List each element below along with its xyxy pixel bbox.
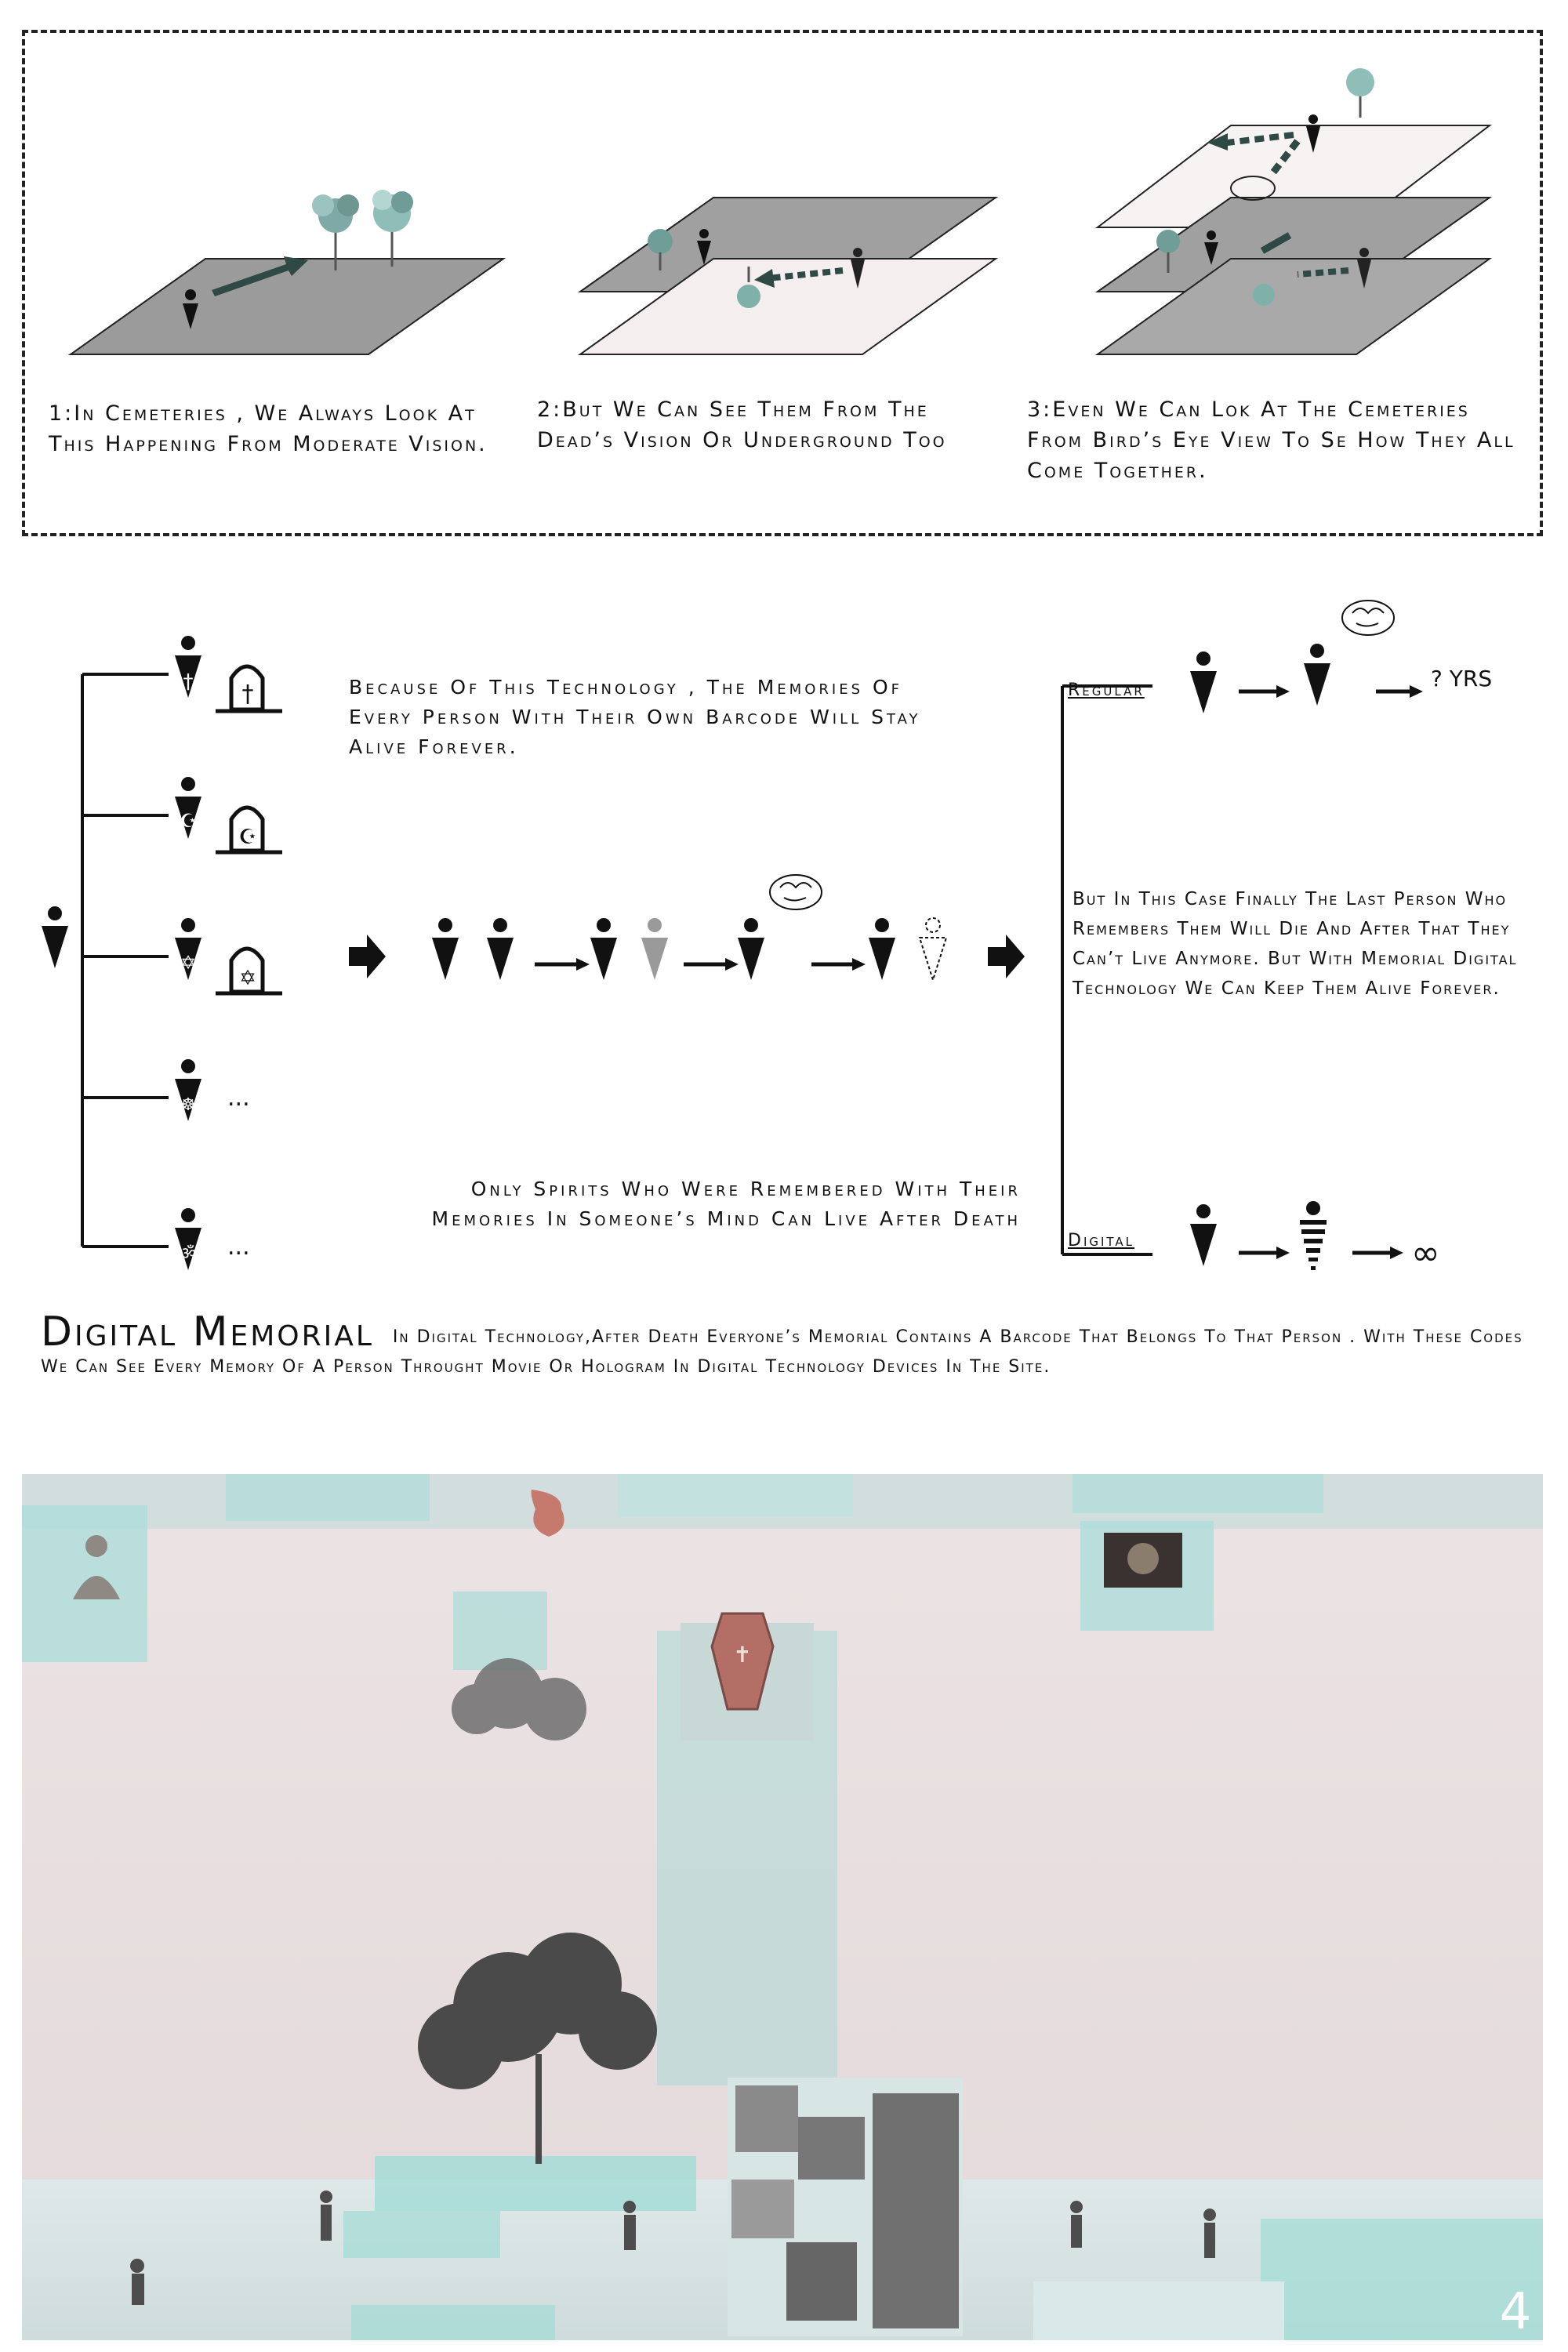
step1-illustration	[71, 190, 503, 354]
muslim-tombstone-icon	[216, 808, 282, 852]
person-icon	[869, 918, 895, 980]
branch-lines	[82, 674, 169, 1247]
root-person-icon	[42, 906, 68, 968]
regular-label: Regular	[1068, 681, 1145, 700]
portrait-photo	[731, 2180, 794, 2238]
tree-icon	[1346, 68, 1374, 118]
case-text: But In This Case Finally The Last Person Who Remembers Them Will Die And After That They Can’t Live Anymore. But With Memorial Digital Technology We Can Keep Them Alive Forever.	[1073, 889, 1518, 999]
memorial-description	[41, 1308, 1530, 1382]
svg-text:✝: ✝	[733, 1642, 752, 1668]
portrait-photo	[798, 2117, 865, 2180]
hindu-person-icon	[175, 1208, 201, 1270]
svg-text:†: †	[241, 681, 254, 708]
tree-icon	[1253, 284, 1275, 306]
person-icon	[590, 918, 617, 980]
christian-tombstone-icon	[216, 666, 282, 711]
step2-illustration	[580, 198, 996, 354]
digital-result-infinity: ∞	[1411, 1233, 1440, 1273]
brain-icon	[1342, 601, 1394, 635]
buddhist-person-icon	[175, 1059, 201, 1121]
portrait-photo	[873, 2093, 959, 2328]
memorial-description-text: In Digital Technology,After Death Everyone’s Memorial Contains A Barcode That Belongs To That Person . With These Codes We Can See Every Memory Of A Person Throught Movie Or Hologram In Digital Technology Devices In The Site.	[41, 1327, 1523, 1377]
christian-person-icon	[175, 636, 201, 698]
svg-text:☸: ☸	[180, 1095, 196, 1115]
digital-label: Digital	[1068, 1231, 1135, 1250]
tree-icon	[372, 190, 413, 267]
person-icon	[487, 918, 514, 980]
muslim-person-icon	[175, 777, 201, 839]
jewish-tombstone-icon	[216, 949, 282, 993]
memorial-title: Digital Memorial	[41, 1308, 374, 1356]
forward-arrow-icon	[349, 935, 386, 978]
step3-illustration	[1098, 68, 1490, 354]
glass-bench	[351, 2305, 555, 2340]
photo-cube	[728, 2078, 963, 2336]
brain-icon	[770, 875, 822, 909]
ellipsis-buddhist: ...	[227, 1084, 250, 1112]
svg-text:☪: ☪	[238, 826, 257, 849]
spirits-text: Only Spirits Who Were Remembered With Their Memories In Someone’s Mind Can Live After Death	[431, 1178, 1021, 1230]
step-1-text: 1:In Cemeteries , We Always Look At This Happening From Moderate Vision.	[49, 401, 488, 456]
person-icon	[1304, 644, 1330, 706]
regular-result: ? YRS	[1431, 666, 1493, 691]
portrait-photo	[735, 2085, 798, 2152]
fading-person-icon	[641, 918, 668, 980]
ellipsis-hindu: ...	[227, 1233, 250, 1261]
glass-display-box	[453, 1592, 547, 1670]
step-3-text: 3:Even We Can Lok At The Cemeteries From Bird’s Eye View To Se How They All Come Together.	[1027, 397, 1515, 483]
svg-text:✡: ✡	[180, 952, 197, 974]
glass-bench	[1033, 2281, 1284, 2340]
portrait-photo	[786, 2242, 857, 2321]
barcode-person-icon	[1300, 1201, 1327, 1270]
step-2-text: 2:But We Can See Them From The Dead’s Vision Or Underground Too	[537, 397, 947, 452]
glass-bench	[343, 2211, 500, 2258]
planter-box	[375, 2156, 696, 2211]
memorial-render	[22, 1474, 1543, 2340]
ghost-person-icon	[920, 918, 946, 980]
pharaoh-mask-icon	[1104, 1533, 1182, 1588]
technology-text: Because Of This Technology , The Memories Of Every Person With Their Own Barcode Will Stay Alive Forever.	[349, 676, 921, 758]
person-icon	[738, 918, 764, 980]
ground-plane	[71, 259, 503, 354]
svg-text:ॐ: ॐ	[180, 1244, 197, 1264]
forward-arrow-icon	[988, 935, 1025, 978]
svg-text:✡: ✡	[239, 967, 256, 990]
svg-text:☪: ☪	[180, 810, 197, 832]
person-icon	[432, 918, 459, 980]
person-icon	[1190, 652, 1217, 713]
person-icon	[1190, 1204, 1217, 1266]
svg-text:†: †	[183, 670, 194, 694]
page-number: 4	[1499, 2283, 1532, 2340]
jewish-person-icon	[175, 918, 201, 980]
